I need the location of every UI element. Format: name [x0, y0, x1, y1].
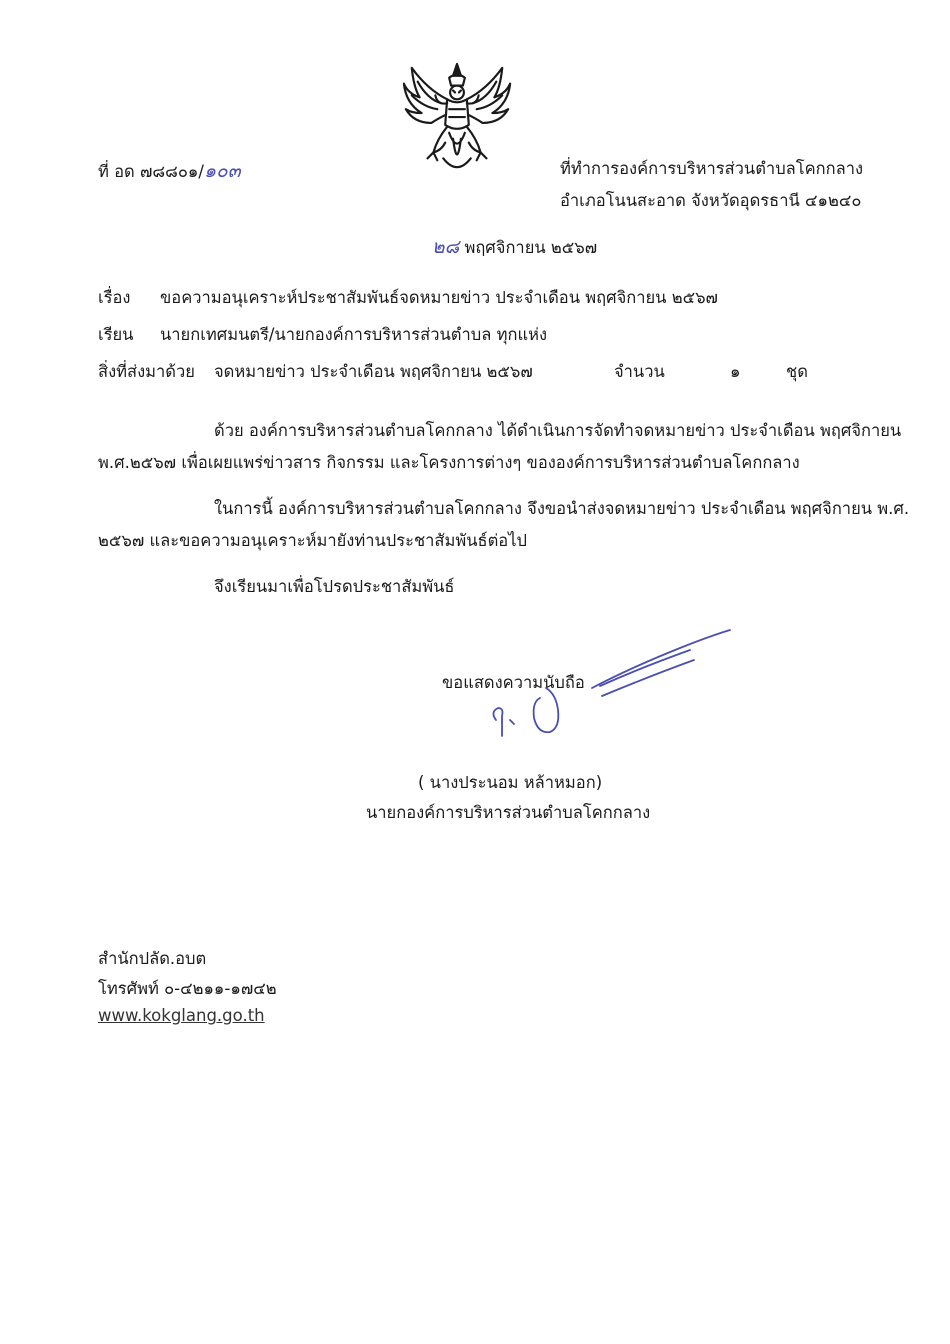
subject-label: เรื่อง: [98, 288, 131, 307]
signatory-position: นายกองค์การบริหารส่วนตำบลโคกกลาง: [366, 803, 651, 822]
signature-icon: [480, 628, 740, 740]
signatory-name: ( นางประนอม หล้าหมอก): [418, 773, 603, 792]
body-paragraph1-line1: ด้วย องค์การบริหารส่วนตำบลโคกกลาง ได้ดำเนินการจัดทำจดหมายข่าว ประจำเดือน พฤศจิกายน: [214, 421, 902, 440]
letter-date: [432, 232, 597, 262]
date-month-year: พฤศจิกายน ๒๕๖๗: [464, 238, 598, 257]
reference-prefix: ที่ อด ๗๘๘๐๑/: [98, 162, 204, 181]
date-day-handwritten: ๒๘: [432, 236, 460, 258]
footer-department: สำนักปลัด.อบต: [98, 949, 207, 968]
office-address-line2: อำเภอโนนสะอาด จังหวัดอุดรธานี ๔๑๒๔๐: [560, 191, 862, 210]
reference-number-handwritten: ๑๐๓: [203, 160, 241, 182]
attachment-text: จดหมายข่าว ประจำเดือน พฤศจิกายน ๒๕๖๗: [214, 362, 533, 381]
subject-text: ขอความอนุเคราะห์ประชาสัมพันธ์จดหมายข่าว ประจำเดือน พฤศจิกายน ๒๕๖๗: [160, 288, 718, 307]
attachment-unit: ชุด: [786, 362, 808, 381]
attachment-quantity: ๑: [730, 362, 741, 381]
office-address-line1: ที่ทำการองค์การบริหารส่วนตำบลโคกกลาง: [560, 159, 864, 178]
body-paragraph2-line1: ในการนี้ องค์การบริหารส่วนตำบลโคกกลาง จึงขอนำส่งจดหมายข่าว ประจำเดือน พฤศจิกายน พ.ศ.: [214, 499, 910, 518]
garuda-emblem-icon: [398, 60, 516, 178]
recipient-text: นายกเทศมนตรี/นายกองค์การบริหารส่วนตำบล ทุกแห่ง: [160, 325, 548, 344]
reference-number: [98, 156, 241, 186]
body-paragraph1-line2: พ.ศ.๒๕๖๗ เพื่อเผยแพร่ข่าวสาร กิจกรรม และโครงการต่างๆ ขององค์การบริหารส่วนตำบลโคกกลาง: [98, 453, 800, 472]
attachment-label: สิ่งที่ส่งมาด้วย: [98, 362, 195, 381]
closing-regards: ขอแสดงความนับถือ: [442, 673, 585, 692]
body-paragraph3: จึงเรียนมาเพื่อโปรดประชาสัมพันธ์: [214, 577, 455, 596]
footer-website-link[interactable]: www.kokglang.go.th: [98, 1006, 265, 1025]
body-paragraph2-line2: ๒๕๖๗ และขอความอนุเคราะห์มายังท่านประชาสัมพันธ์ต่อไป: [98, 531, 527, 550]
attachment-quantity-label: จำนวน: [614, 362, 665, 381]
footer-phone: โทรศัพท์ ๐-๔๒๑๑-๑๗๔๒: [98, 979, 277, 998]
recipient-label: เรียน: [98, 325, 134, 344]
